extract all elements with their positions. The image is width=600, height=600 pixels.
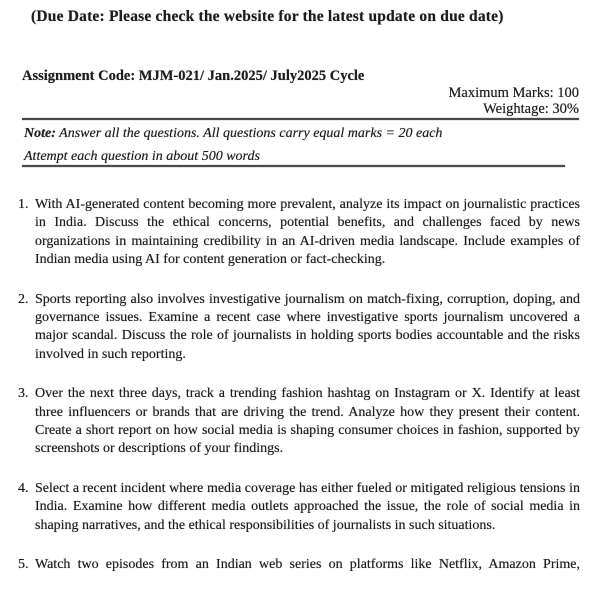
question-number: 5. (18, 557, 29, 573)
question-item (18, 480, 580, 535)
weightage: Weightage: 30% (483, 101, 579, 117)
question-text: Over the next three days, track a trending fashion hashtag on Instagram or X. Identify at least three influencers or brands that are driving the trend. Analyze how they present their content. Create a short report on how social media is shaping consumer choices in fashion, supported by screenshots or descriptions of your findings. (35, 386, 580, 457)
question-item (18, 385, 580, 459)
question-text: With AI-generated content becoming more prevalent, analyze its impact on journalistic practices in India. Discuss the ethical concerns, potential benefits, and challenges faced by news organizations in maintaining credibility in an AI-driven media landscape. Include examples of Indian media using AI for content generation or fact-checking. (35, 197, 580, 268)
question-item (18, 556, 580, 574)
question-item (18, 196, 580, 270)
note-instruction (24, 126, 442, 142)
question-text: Select a recent incident where media coverage has either fueled or mitigated religious tensions in India. Examine how different media outlets approached the issue, the role of social media in shaping narratives, and the ethical responsibilities of journalists in such situations. (35, 480, 580, 533)
divider-bottom (22, 165, 565, 167)
question-number: 3. (18, 386, 29, 402)
assignment-code: Assignment Code: MJM-021/ Jan.2025/ July2025 Cycle (22, 68, 365, 84)
note-text: Answer all the questions. All questions carry equal marks = 20 each (55, 126, 443, 141)
question-number: 2. (18, 291, 29, 307)
attempt-instruction: Attempt each question in about 500 words (24, 149, 260, 164)
maximum-marks: Maximum Marks: 100 (448, 85, 579, 101)
due-date-notice: (Due Date: Please check the website for the latest update on due date) (31, 8, 504, 25)
divider-top (22, 118, 579, 120)
question-text: Watch two episodes from an Indian web series on platforms like Netflix, Amazon Prime, (35, 557, 580, 573)
note-label: Note: (24, 126, 56, 141)
question-item (18, 291, 580, 365)
question-text: Sports reporting also involves investigative journalism on match-fixing, corruption, doping, and governance issues. Examine a recent case where investigative sports journalism uncovered a major scandal. Discuss the role of journalists in holding sports bodies accountable and the risks involved in such reporting. (35, 291, 580, 362)
question-number: 4. (18, 480, 29, 496)
question-number: 1. (18, 197, 29, 212)
questions-list (18, 196, 580, 596)
